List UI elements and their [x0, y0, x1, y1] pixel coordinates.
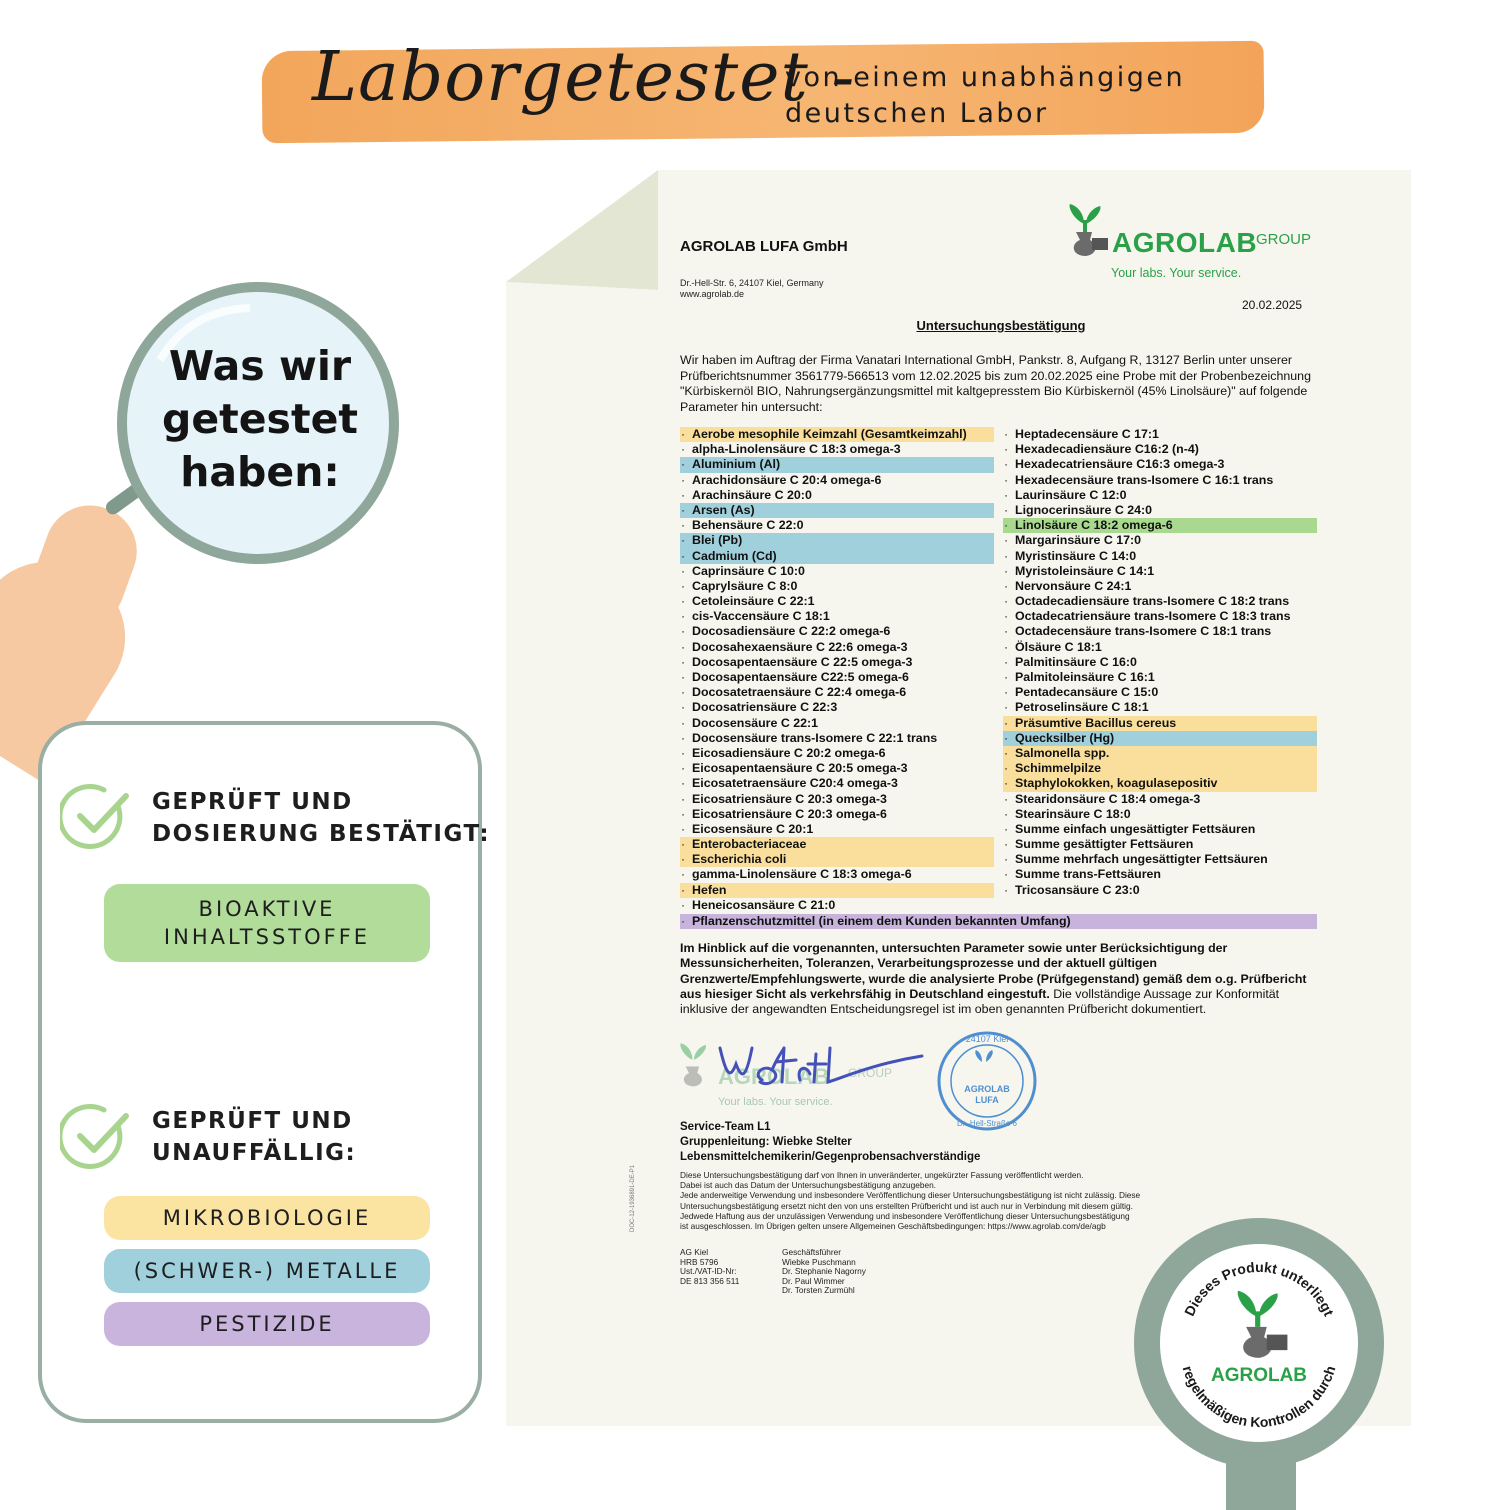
watermark-logo-word: AGROLAB — [718, 1064, 830, 1089]
parameter-label: Eicosatetraensäure C20:4 omega-3 — [692, 776, 898, 791]
parameter-item — [680, 822, 994, 837]
parameter-item — [680, 609, 994, 624]
parameter-label: Myristinsäure C 14:0 — [1015, 548, 1137, 563]
parameter-label: Nervonsäure C 24:1 — [1015, 578, 1132, 593]
parameter-item — [680, 700, 994, 715]
parameter-item — [1003, 549, 1317, 564]
parameter-label: Arsen (As) — [692, 502, 755, 517]
parameter-list-right — [1003, 427, 1317, 898]
agrolab-tagline: Your labs. Your service. — [1111, 266, 1242, 280]
parameter-pesticides-label: Pflanzenschutzmittel (in einem dem Kunden bekannten Umfang) — [692, 914, 1071, 928]
badge-logo-icon — [1228, 1284, 1290, 1362]
section-title-unauffaellig — [152, 1105, 356, 1169]
parameter-label: Quecksilber (Hg) — [1015, 730, 1115, 745]
doc-code: DOC-12-1936891-DE-P1 — [630, 1164, 636, 1232]
signature-icon — [712, 1034, 932, 1094]
parameter-item — [680, 427, 994, 442]
doc-company-name: AGROLAB LUFA GmbH — [680, 238, 848, 255]
parameter-label: Schimmelpilze — [1015, 761, 1102, 776]
registration-line: AG Kiel — [680, 1247, 709, 1257]
parameter-label: Stearinsäure C 18:0 — [1015, 806, 1131, 821]
stamp-bottom-text: Dr.-Hell-Straße 6 — [956, 1119, 1018, 1128]
parameter-item — [1003, 473, 1317, 488]
parameter-item — [1003, 670, 1317, 685]
parameter-pesticides — [680, 914, 1317, 929]
parameter-label: Docosapentaensäure C22:5 omega-6 — [692, 670, 909, 684]
parameter-item — [680, 852, 994, 867]
management-line: Geschäftsführer — [782, 1247, 842, 1257]
doc-address — [680, 278, 824, 300]
stamp-mid1-text: AGROLAB — [964, 1084, 1010, 1094]
doc-date: 20.02.2025 — [1242, 298, 1303, 312]
lab-stamp-icon — [930, 1030, 1044, 1132]
team-line3: Lebensmittelchemikerin/Gegenprobensachverständige — [680, 1151, 981, 1163]
doc-legal-notice — [680, 1170, 1240, 1231]
pill-bioaktive — [104, 884, 430, 962]
magnifier-line3: haben: — [180, 448, 340, 496]
parameter-item — [1003, 457, 1317, 472]
parameter-item — [1003, 442, 1317, 457]
parameter-label: Summe einfach ungesättigter Fettsäuren — [1015, 821, 1256, 836]
parameter-item — [1003, 700, 1317, 715]
parameter-item — [680, 837, 994, 852]
parameter-label: Docosadiensäure C 22:2 omega-6 — [692, 624, 891, 639]
header-subtitle-line1: von einem unabhängigen — [785, 62, 1186, 93]
parameter-item — [680, 807, 994, 822]
team-line2: Gruppenleitung: Wiebke Stelter — [680, 1136, 852, 1148]
parameter-item — [1003, 716, 1317, 731]
section-title-dosierung — [152, 786, 490, 850]
stamp-mid2-text: LUFA — [975, 1095, 999, 1105]
magnifier-line2: getestet — [162, 395, 358, 443]
parameter-item — [1003, 776, 1317, 791]
parameter-label: Summe trans-Fettsäuren — [1015, 867, 1161, 882]
parameter-label: Eicosatriensäure C 20:3 omega-3 — [692, 791, 887, 806]
parameter-label: Escherichia coli — [692, 852, 787, 867]
parameter-item — [680, 655, 994, 670]
parameter-label: Docosapentaensäure C 22:5 omega-3 — [692, 654, 913, 669]
parameter-item — [1003, 746, 1317, 761]
parameter-label: Caprinsäure C 10:0 — [692, 563, 805, 578]
parameter-item — [1003, 867, 1317, 882]
parameter-item — [680, 503, 994, 518]
parameter-label: Tricosansäure C 23:0 — [1015, 882, 1140, 897]
parameter-label: Eicosatriensäure C 20:3 omega-6 — [692, 806, 887, 821]
parameter-item — [1003, 731, 1317, 746]
parameter-item — [680, 579, 994, 594]
parameter-item — [1003, 564, 1317, 579]
watermark-logo-group: GROUP — [848, 1066, 893, 1080]
parameter-label: Hexadecadiensäure C16:2 (n-4) — [1015, 442, 1199, 457]
parameter-item — [680, 883, 994, 898]
parameter-item — [680, 457, 994, 472]
pill-bioaktive-line2: INHALTSSTOFFE — [163, 925, 371, 949]
watermark-logo-icon — [674, 1040, 714, 1088]
parameter-label: Summe mehrfach ungesättigter Fettsäuren — [1015, 852, 1268, 867]
parameter-list-left — [680, 427, 994, 913]
parameter-item — [1003, 822, 1317, 837]
document-folded-corner — [506, 170, 658, 290]
check-circle-icon — [60, 782, 130, 852]
parameter-label: Staphylokokken, koagulasepositiv — [1015, 776, 1218, 791]
parameter-item — [680, 473, 994, 488]
parameter-label: Pentadecansäure C 15:0 — [1015, 685, 1159, 700]
header-script-title: Laborgetestet - — [312, 38, 856, 117]
parameter-label: Caprylsäure C 8:0 — [692, 578, 798, 593]
badge-arc-top: Dieses Produkt unterliegt — [1180, 1258, 1338, 1319]
parameter-label: Docosensäure C 22:1 — [692, 715, 819, 730]
doc-registration-right — [782, 1248, 866, 1296]
doc-intro: Wir haben im Auftrag der Firma Vanatari International GmbH, Pankstr. 8, Aufgang R, 13127 Berlin unter unserer Prüfberichtsnummer 3561779-566513 vom 12.02.2025 bis zum 20.02.2025 eine Probe mit der Probenbezeichnung "Kürbiskernöl BIO, Nahrungsergänzungsmittel mit kaltgepresstem Bio Kürbiskernöl (45% Linolsäure)" auf folgende Parameter hin untersucht: — [680, 353, 1311, 414]
parameter-item — [1003, 655, 1317, 670]
parameter-label: Ölsäure C 18:1 — [1015, 639, 1102, 654]
doc-address-line2: www.agrolab.de — [680, 289, 745, 299]
parameter-label: Arachidonsäure C 20:4 omega-6 — [692, 472, 882, 487]
badge-arc-bottom: regelmäßigen Kontrollen durch — [1179, 1363, 1339, 1431]
header-subtitle-line2: deutschen Labor — [785, 98, 1049, 129]
legal-line: Untersuchungsbestätigung ersetzt nicht den von uns erstellten Prüfbericht und ist auch nur in Verbindung mit diesem gültig. — [680, 1200, 1133, 1211]
parameter-item — [1003, 807, 1317, 822]
parameter-label: Summe gesättigter Fettsäuren — [1015, 837, 1194, 852]
agrolab-logo-group: GROUP — [1256, 231, 1312, 248]
team-line1: Service-Team L1 — [680, 1121, 771, 1133]
parameter-item — [680, 564, 994, 579]
parameter-label: Docosatetraensäure C 22:4 omega-6 — [692, 685, 907, 700]
parameter-item — [1003, 533, 1317, 548]
legal-line: Jede anderweitige Verwendung und insbesondere Veröffentlichung dieser Untersuchungsbestätigung ist nicht zulässig. Diese — [680, 1190, 1141, 1201]
parameter-label: Octadecensäure trans-Isomere C 18:1 trans — [1015, 624, 1272, 639]
parameter-item — [680, 731, 994, 746]
management-line: Dr. Paul Wimmer — [782, 1275, 845, 1286]
parameter-label: Laurinsäure C 12:0 — [1015, 487, 1127, 502]
doc-conclusion-bold: Im Hinblick auf die vorgenannten, untersuchten Parameter sowie unter Berücksichtigung der Messunsicherheiten, Toleranzen, Verarbeitungsprozesse und der aktuell gültigen Grenzwerte/Empfehlungswerte, wurde die analysierte Probe (Prüfgegenstand) gemäß dem o.g. Prüfbericht aus hiesiger Sicht als verkehrsfähig in Deutschland eingestuft. — [680, 941, 1307, 1001]
parameter-item — [680, 716, 994, 731]
parameter-label: Heptadecensäure C 17:1 — [1015, 427, 1159, 441]
doc-heading: Untersuchungsbestätigung — [916, 318, 1086, 333]
parameter-label: Docosensäure trans-Isomere C 22:1 trans — [692, 730, 938, 745]
parameter-label: Behensäure C 22:0 — [692, 518, 804, 533]
parameter-label: alpha-Linolensäure C 18:3 omega-3 — [692, 442, 901, 457]
parameter-item — [1003, 624, 1317, 639]
parameter-item — [1003, 685, 1317, 700]
legal-line: ist ausgeschlossen. Im Übrigen gelten unsere Allgemeinen Geschäftsbedingungen: https://www.agrolab.com/de/agb — [680, 1221, 1106, 1232]
parameter-item — [1003, 503, 1317, 518]
parameter-item — [1003, 579, 1317, 594]
parameter-pesticides-row — [680, 914, 1317, 929]
parameter-label: Aluminium (Al) — [692, 457, 781, 472]
parameter-item — [1003, 640, 1317, 655]
legal-line: Dabei ist auch das Datum der Untersuchungsbestätigung anzugeben. — [680, 1180, 936, 1191]
parameter-item — [1003, 883, 1317, 898]
parameter-item — [1003, 852, 1317, 867]
magnifier-line1: Was wir — [168, 342, 352, 390]
parameter-label: Docosatriensäure C 22:3 — [692, 700, 838, 715]
parameter-item — [680, 488, 994, 503]
registration-line: DE 813 356 511 — [680, 1275, 740, 1286]
parameter-label: Aerobe mesophile Keimzahl (Gesamtkeimzahl) — [692, 427, 967, 441]
doc-conclusion — [680, 941, 1320, 1017]
doc-address-line1: Dr.-Hell-Str. 6, 24107 Kiel, Germany — [680, 278, 824, 288]
management-line: Dr. Stephanie Nagorny — [782, 1266, 866, 1276]
parameter-item — [1003, 761, 1317, 776]
parameter-label: Eicosapentaensäure C 20:5 omega-3 — [692, 761, 908, 776]
parameter-label: cis-Vaccensäure C 18:1 — [692, 609, 830, 624]
parameter-label: Hexadecatriensäure C16:3 omega-3 — [1015, 457, 1225, 472]
parameter-label: Linolsäure C 18:2 omega-6 — [1015, 518, 1173, 533]
parameter-label: Präsumtive Bacillus cereus — [1015, 715, 1177, 730]
watermark-tagline: Your labs. Your service. — [718, 1096, 833, 1108]
parameter-label: Octadecadiensäure trans-Isomere C 18:2 trans — [1015, 594, 1290, 609]
parameter-item — [1003, 594, 1317, 609]
parameter-label: Docosahexaensäure C 22:6 omega-3 — [692, 639, 908, 654]
parameter-label: Stearidonsäure C 18:4 omega-3 — [1015, 791, 1201, 806]
parameter-item — [680, 761, 994, 776]
parameter-item — [680, 776, 994, 791]
parameter-item — [680, 533, 994, 548]
parameter-label: Hexadecensäure trans-Isomere C 16:1 trans — [1015, 472, 1274, 487]
pill-metalle: (SCHWER-) METALLE — [104, 1249, 430, 1293]
parameter-label: gamma-Linolensäure C 18:3 omega-6 — [692, 867, 912, 882]
parameter-item — [1003, 609, 1317, 624]
pill-pestizide: PESTIZIDE — [104, 1302, 430, 1346]
pill-mikrobiologie: MIKROBIOLOGIE — [104, 1196, 430, 1240]
management-line: Dr. Torsten Zurmühl — [782, 1285, 855, 1295]
parameter-item — [1003, 427, 1317, 442]
parameter-item — [680, 898, 994, 913]
parameter-item — [680, 624, 994, 639]
parameter-item — [680, 792, 994, 807]
parameter-item — [680, 549, 994, 564]
parameter-label: Palmitoleinsäure C 16:1 — [1015, 670, 1155, 684]
parameter-label: Lignocerinsäure C 24:0 — [1015, 502, 1153, 517]
parameter-label: Octadecatriensäure trans-Isomere C 18:3 trans — [1015, 609, 1291, 624]
parameter-label: Cadmium (Cd) — [692, 548, 777, 563]
doc-registration-left — [680, 1248, 739, 1286]
parameter-item — [680, 746, 994, 761]
parameter-item — [1003, 488, 1317, 503]
parameter-label: Arachinsäure C 20:0 — [692, 487, 812, 502]
badge-agrolab-word: AGROLAB — [1210, 1365, 1308, 1386]
stamp-top-text: 24107 Kiel — [965, 1034, 1009, 1044]
parameter-item — [680, 670, 994, 685]
parameter-label: Palmitinsäure C 16:0 — [1015, 654, 1137, 669]
section2-line1: GEPRÜFT UND — [152, 1108, 353, 1134]
parameter-item — [680, 442, 994, 457]
parameter-label: Eicosadiensäure C 20:2 omega-6 — [692, 745, 886, 760]
magnifier-text — [150, 340, 370, 499]
parameter-label: Hefen — [692, 882, 727, 897]
parameter-label: Cetoleinsäure C 22:1 — [692, 594, 815, 609]
parameter-item — [680, 640, 994, 655]
parameter-label: Margarinsäure C 17:0 — [1015, 533, 1142, 548]
management-line: Wiebke Puschmann — [782, 1256, 856, 1267]
parameter-item — [1003, 518, 1317, 533]
section2-line2: UNAUFFÄLLIG: — [152, 1140, 357, 1166]
parameter-item — [680, 685, 994, 700]
parameter-label: Enterobacteriaceae — [692, 837, 807, 852]
parameter-label: Eicosensäure C 20:1 — [692, 821, 814, 836]
agrolab-logo-word: AGROLAB — [1112, 227, 1258, 258]
check-circle-icon — [60, 1102, 130, 1172]
doc-conclusion-rest: Die vollständige Aussage zur Konformität inklusive der angewandten Entscheidungsregel ist im oben genannten Prüfbericht dokumentiert. — [680, 986, 1280, 1017]
section1-line2: DOSIERUNG BESTÄTIGT: — [152, 821, 491, 847]
section1-line1: GEPRÜFT UND — [152, 789, 353, 815]
legal-line: Diese Untersuchungsbestätigung darf von Ihnen in unveränderter, ungekürzter Fassung veröffentlicht werden. — [680, 1170, 1084, 1180]
parameter-label: Myristoleinsäure C 14:1 — [1015, 563, 1155, 578]
header-subtitle — [785, 60, 1185, 132]
parameter-item — [680, 867, 994, 882]
parameter-label: Heneicosansäure C 21:0 — [692, 897, 836, 912]
registration-line: Ust./VAT-ID-Nr: — [680, 1266, 737, 1276]
doc-team-block — [680, 1120, 980, 1165]
parameter-label: Blei (Pb) — [692, 533, 743, 548]
pill-bioaktive-line1: BIOAKTIVE — [198, 897, 336, 921]
legal-line: Jedwede Haftung aus der unzulässigen Verwendung und insbesondere Veröffentlichung dieser Untersuchungsbestätigung — [680, 1210, 1130, 1221]
parameter-item — [680, 594, 994, 609]
parameter-label: Salmonella spp. — [1015, 745, 1110, 760]
parameter-item — [1003, 837, 1317, 852]
registration-line: HRB 5796 — [680, 1256, 719, 1267]
parameter-item — [680, 518, 994, 533]
parameter-item — [1003, 792, 1317, 807]
agrolab-logo-icon — [1062, 200, 1110, 258]
parameter-label: Petroselinsäure C 18:1 — [1015, 700, 1149, 715]
